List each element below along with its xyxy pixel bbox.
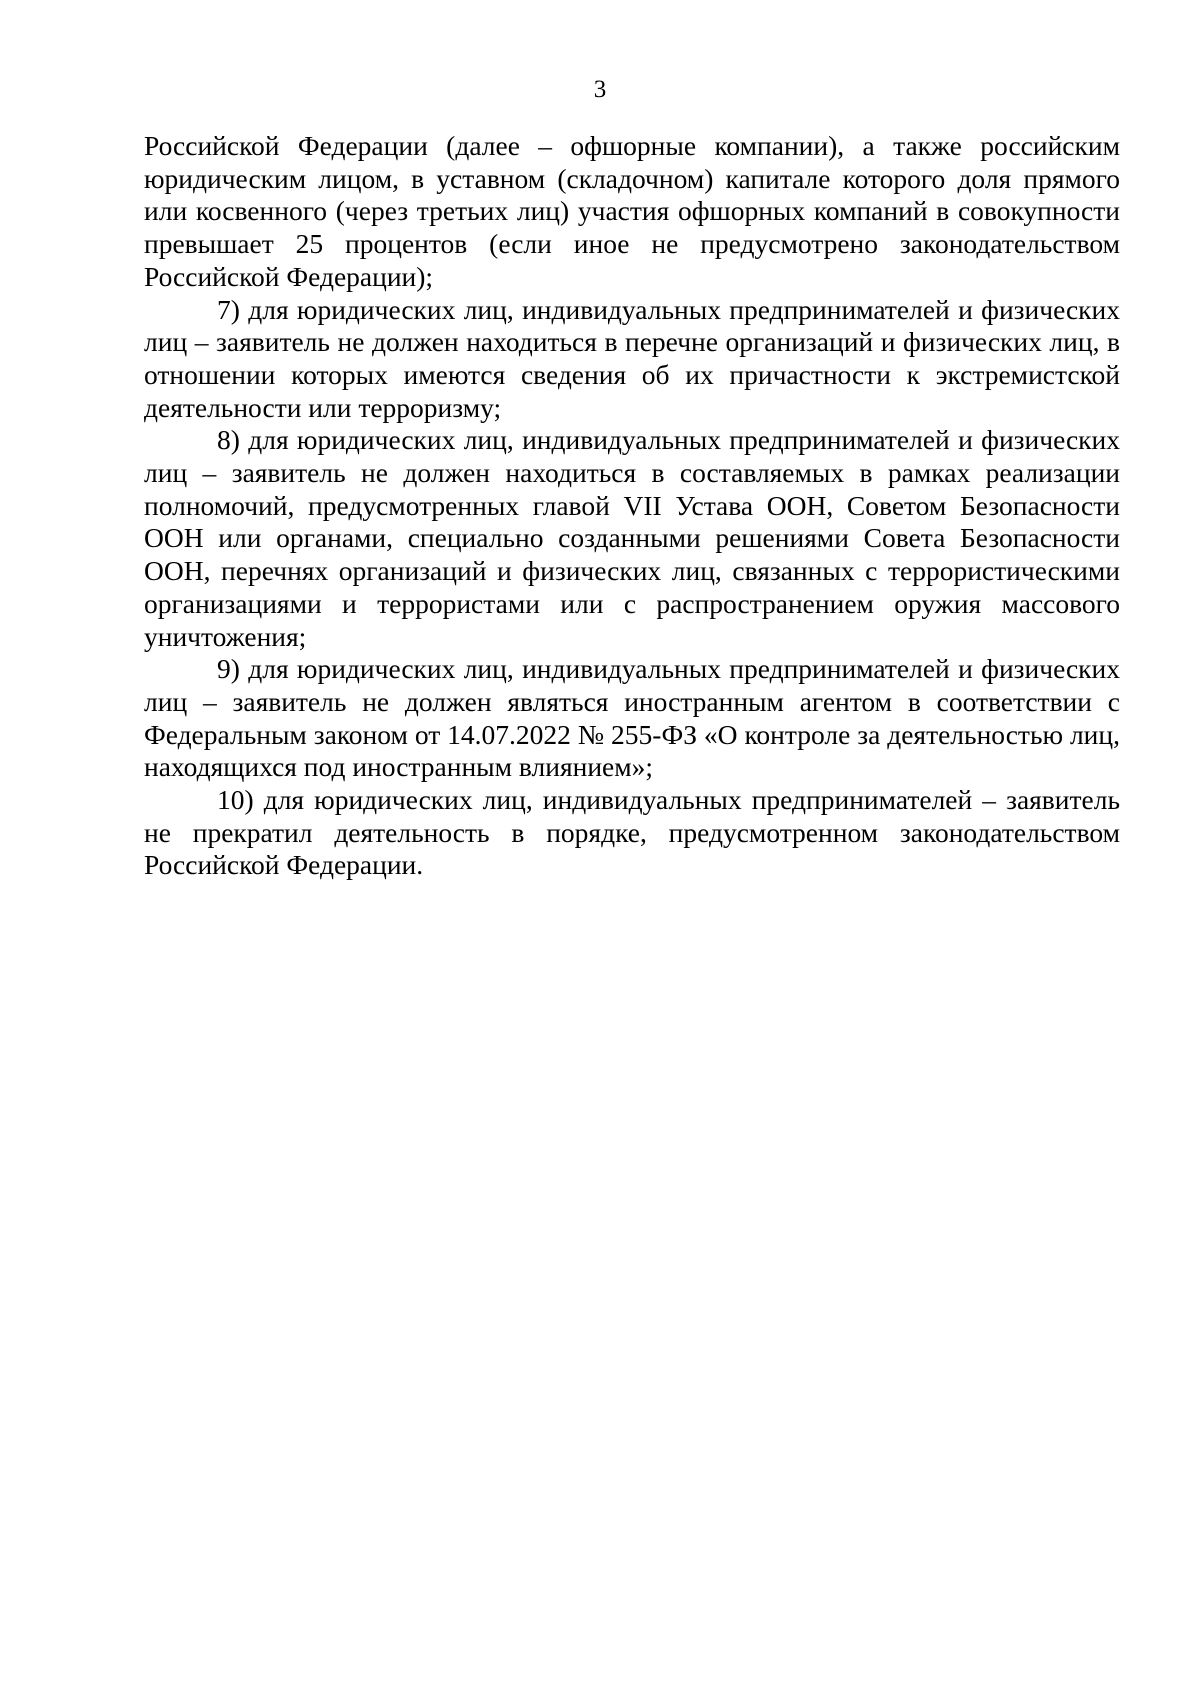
document-body bbox=[144, 130, 1120, 882]
paragraph-item-7: 7) для юридических лиц, индивидуальных предпринимателей и физических лиц – заявитель не должен находиться в перечне организаций и физических лиц, в отношении которых имеются сведения об их причастности к экстремистской деятельности или терроризму; bbox=[144, 293, 1120, 423]
page-number: 3 bbox=[593, 76, 607, 103]
paragraph-continuation: Российской Федерации (далее – офшорные компании), а также российским юридическим лицом, в уставном (складочном) капитале которого доля прямого или косвенного (через третьих лиц) участия офшорных компаний в совокупности превышает 25 процентов (если иное не предусмотрено законодательством Российской Федерации); bbox=[144, 130, 1120, 292]
paragraph-item-10: 10) для юридических лиц, индивидуальных предпринимателей – заявитель не прекратил деятельность в порядке, предусмотренном законодательством Российской Федерации. bbox=[144, 784, 1120, 881]
paragraph-item-9: 9) для юридических лиц, индивидуальных предпринимателей и физических лиц – заявитель не должен являться иностранным агентом в соответствии с Федеральным законом от 14.07.2022 № 255-ФЗ «О контроле за деятельностью лиц, находящихся под иностранным влиянием»; bbox=[144, 653, 1120, 783]
paragraph-item-8: 8) для юридических лиц, индивидуальных предпринимателей и физических лиц – заявитель не должен находиться в составляемых в рамках реализации полномочий, предусмотренных главой VII Устава ООН, Советом Безопасности ООН или органами, специально созданными решениями Совета Безопасности ООН, перечнях организаций и физических лиц, связанных с террористическими организациями и террористами или с распространением оружия массового уничтожения; bbox=[144, 424, 1120, 652]
